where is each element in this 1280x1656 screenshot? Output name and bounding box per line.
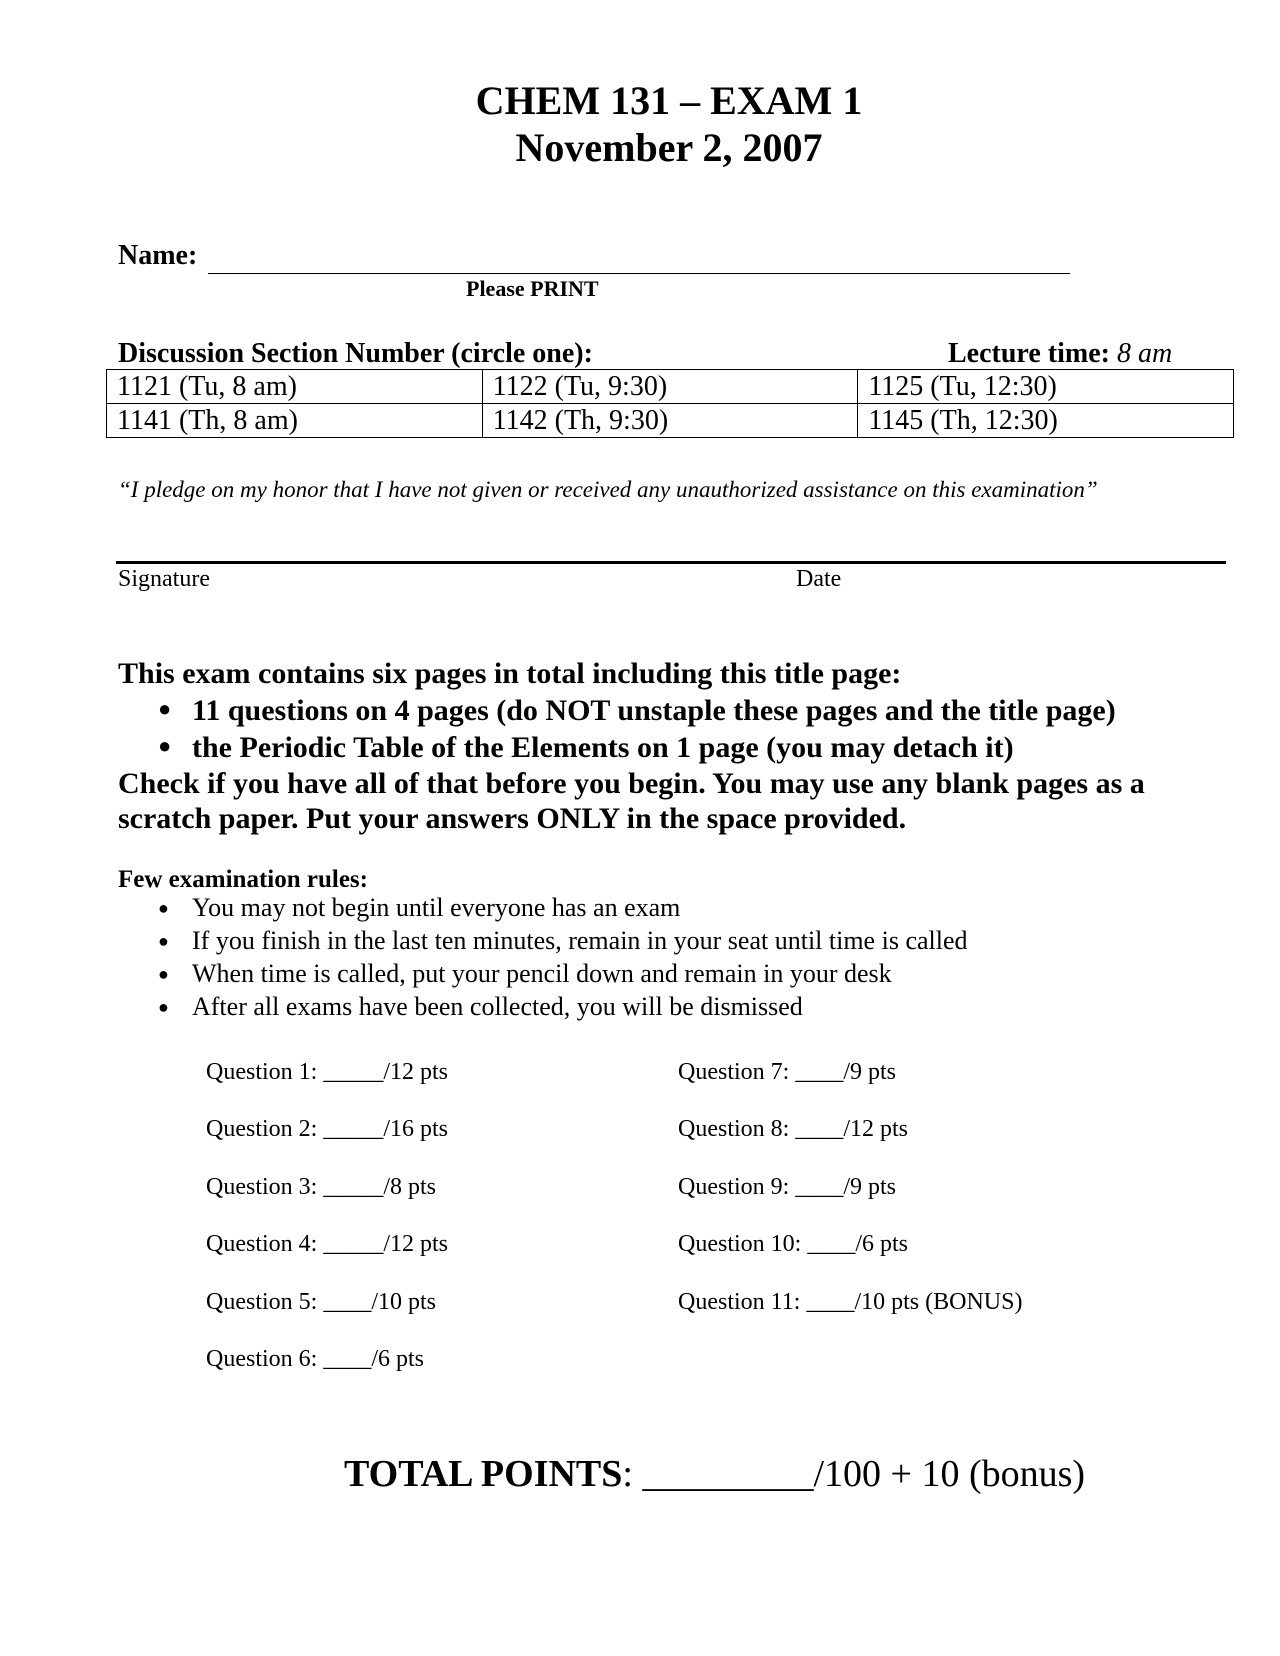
section-cell: 1121 (Tu, 8 am) [107, 370, 483, 404]
bullet-icon: ● [158, 931, 169, 951]
score-line: Question 3: _____/8 pts [206, 1174, 437, 1200]
contents-intro: This exam contains six pages in total including this title page: [118, 657, 902, 690]
exam-title: CHEM 131 – EXAM 1 [475, 78, 863, 123]
name-line [208, 273, 1070, 274]
rule-item: After all exams have been collected, you will be dismissed [192, 992, 803, 1021]
section-row [107, 370, 1234, 404]
total-points-label: TOTAL POINTS [344, 1453, 623, 1495]
score-line: Question 2: _____/16 pts [206, 1116, 449, 1142]
rule-item: When time is called, put your pencil down and remain in your desk [192, 959, 892, 988]
bullet-icon: ● [158, 964, 169, 984]
exam-date: November 2, 2007 [515, 125, 823, 170]
total-points [344, 1452, 1085, 1496]
section-cell: 1142 (Th, 9:30) [482, 404, 858, 438]
section-table [106, 369, 1234, 438]
rules-title: Few examination rules: [118, 866, 368, 893]
signature-line [116, 561, 1226, 564]
section-row [107, 404, 1234, 438]
score-line: Question 1: _____/12 pts [206, 1059, 449, 1085]
section-cell: 1145 (Th, 12:30) [858, 404, 1234, 438]
bullet-icon: ● [158, 997, 169, 1017]
bullet-icon: ● [158, 733, 172, 758]
contents-check-line: scratch paper. Put your answers ONLY in the space provided. [118, 802, 907, 835]
rule-item: If you finish in the last ten minutes, remain in your seat until time is called [192, 926, 968, 955]
discussion-label: Discussion Section Number (circle one): [118, 338, 593, 369]
section-cell: 1125 (Tu, 12:30) [858, 370, 1234, 404]
contents-check-line: Check if you have all of that before you begin. You may use any blank pages as a [118, 767, 1145, 800]
section-cell: 1122 (Tu, 9:30) [482, 370, 858, 404]
lecture-time-value: 8 am [1116, 338, 1173, 369]
name-label: Name: [118, 240, 198, 271]
signature-label: Signature [118, 566, 210, 592]
total-points-blank: : _________/100 + 10 (bonus) [622, 1453, 1086, 1495]
score-line: Question 8: ____/12 pts [678, 1116, 909, 1142]
lecture-time [948, 338, 1172, 370]
score-line: Question 11: ____/10 pts (BONUS) [678, 1289, 1023, 1315]
contents-item: the Periodic Table of the Elements on 1 page (you may detach it) [192, 731, 1014, 764]
lecture-time-label: Lecture time: [948, 338, 1110, 369]
score-line: Question 4: _____/12 pts [206, 1231, 449, 1257]
print-note: Please PRINT [466, 276, 599, 301]
score-line: Question 6: ____/6 pts [206, 1346, 425, 1372]
bullet-icon: ● [158, 696, 172, 721]
bullet-icon: ● [158, 898, 169, 918]
section-cell: 1141 (Th, 8 am) [107, 404, 483, 438]
contents-item: 11 questions on 4 pages (do NOT unstaple these pages and the title page) [192, 694, 1116, 727]
honor-pledge: “I pledge on my honor that I have not given or received any unauthorized assistance on this examination” [118, 477, 1098, 502]
score-line: Question 7: ____/9 pts [678, 1059, 897, 1085]
rule-item: You may not begin until everyone has an exam [192, 893, 681, 922]
score-line: Question 9: ____/9 pts [678, 1174, 897, 1200]
date-label: Date [796, 566, 842, 592]
score-line: Question 5: ____/10 pts [206, 1289, 437, 1315]
score-line: Question 10: ____/6 pts [678, 1231, 909, 1257]
